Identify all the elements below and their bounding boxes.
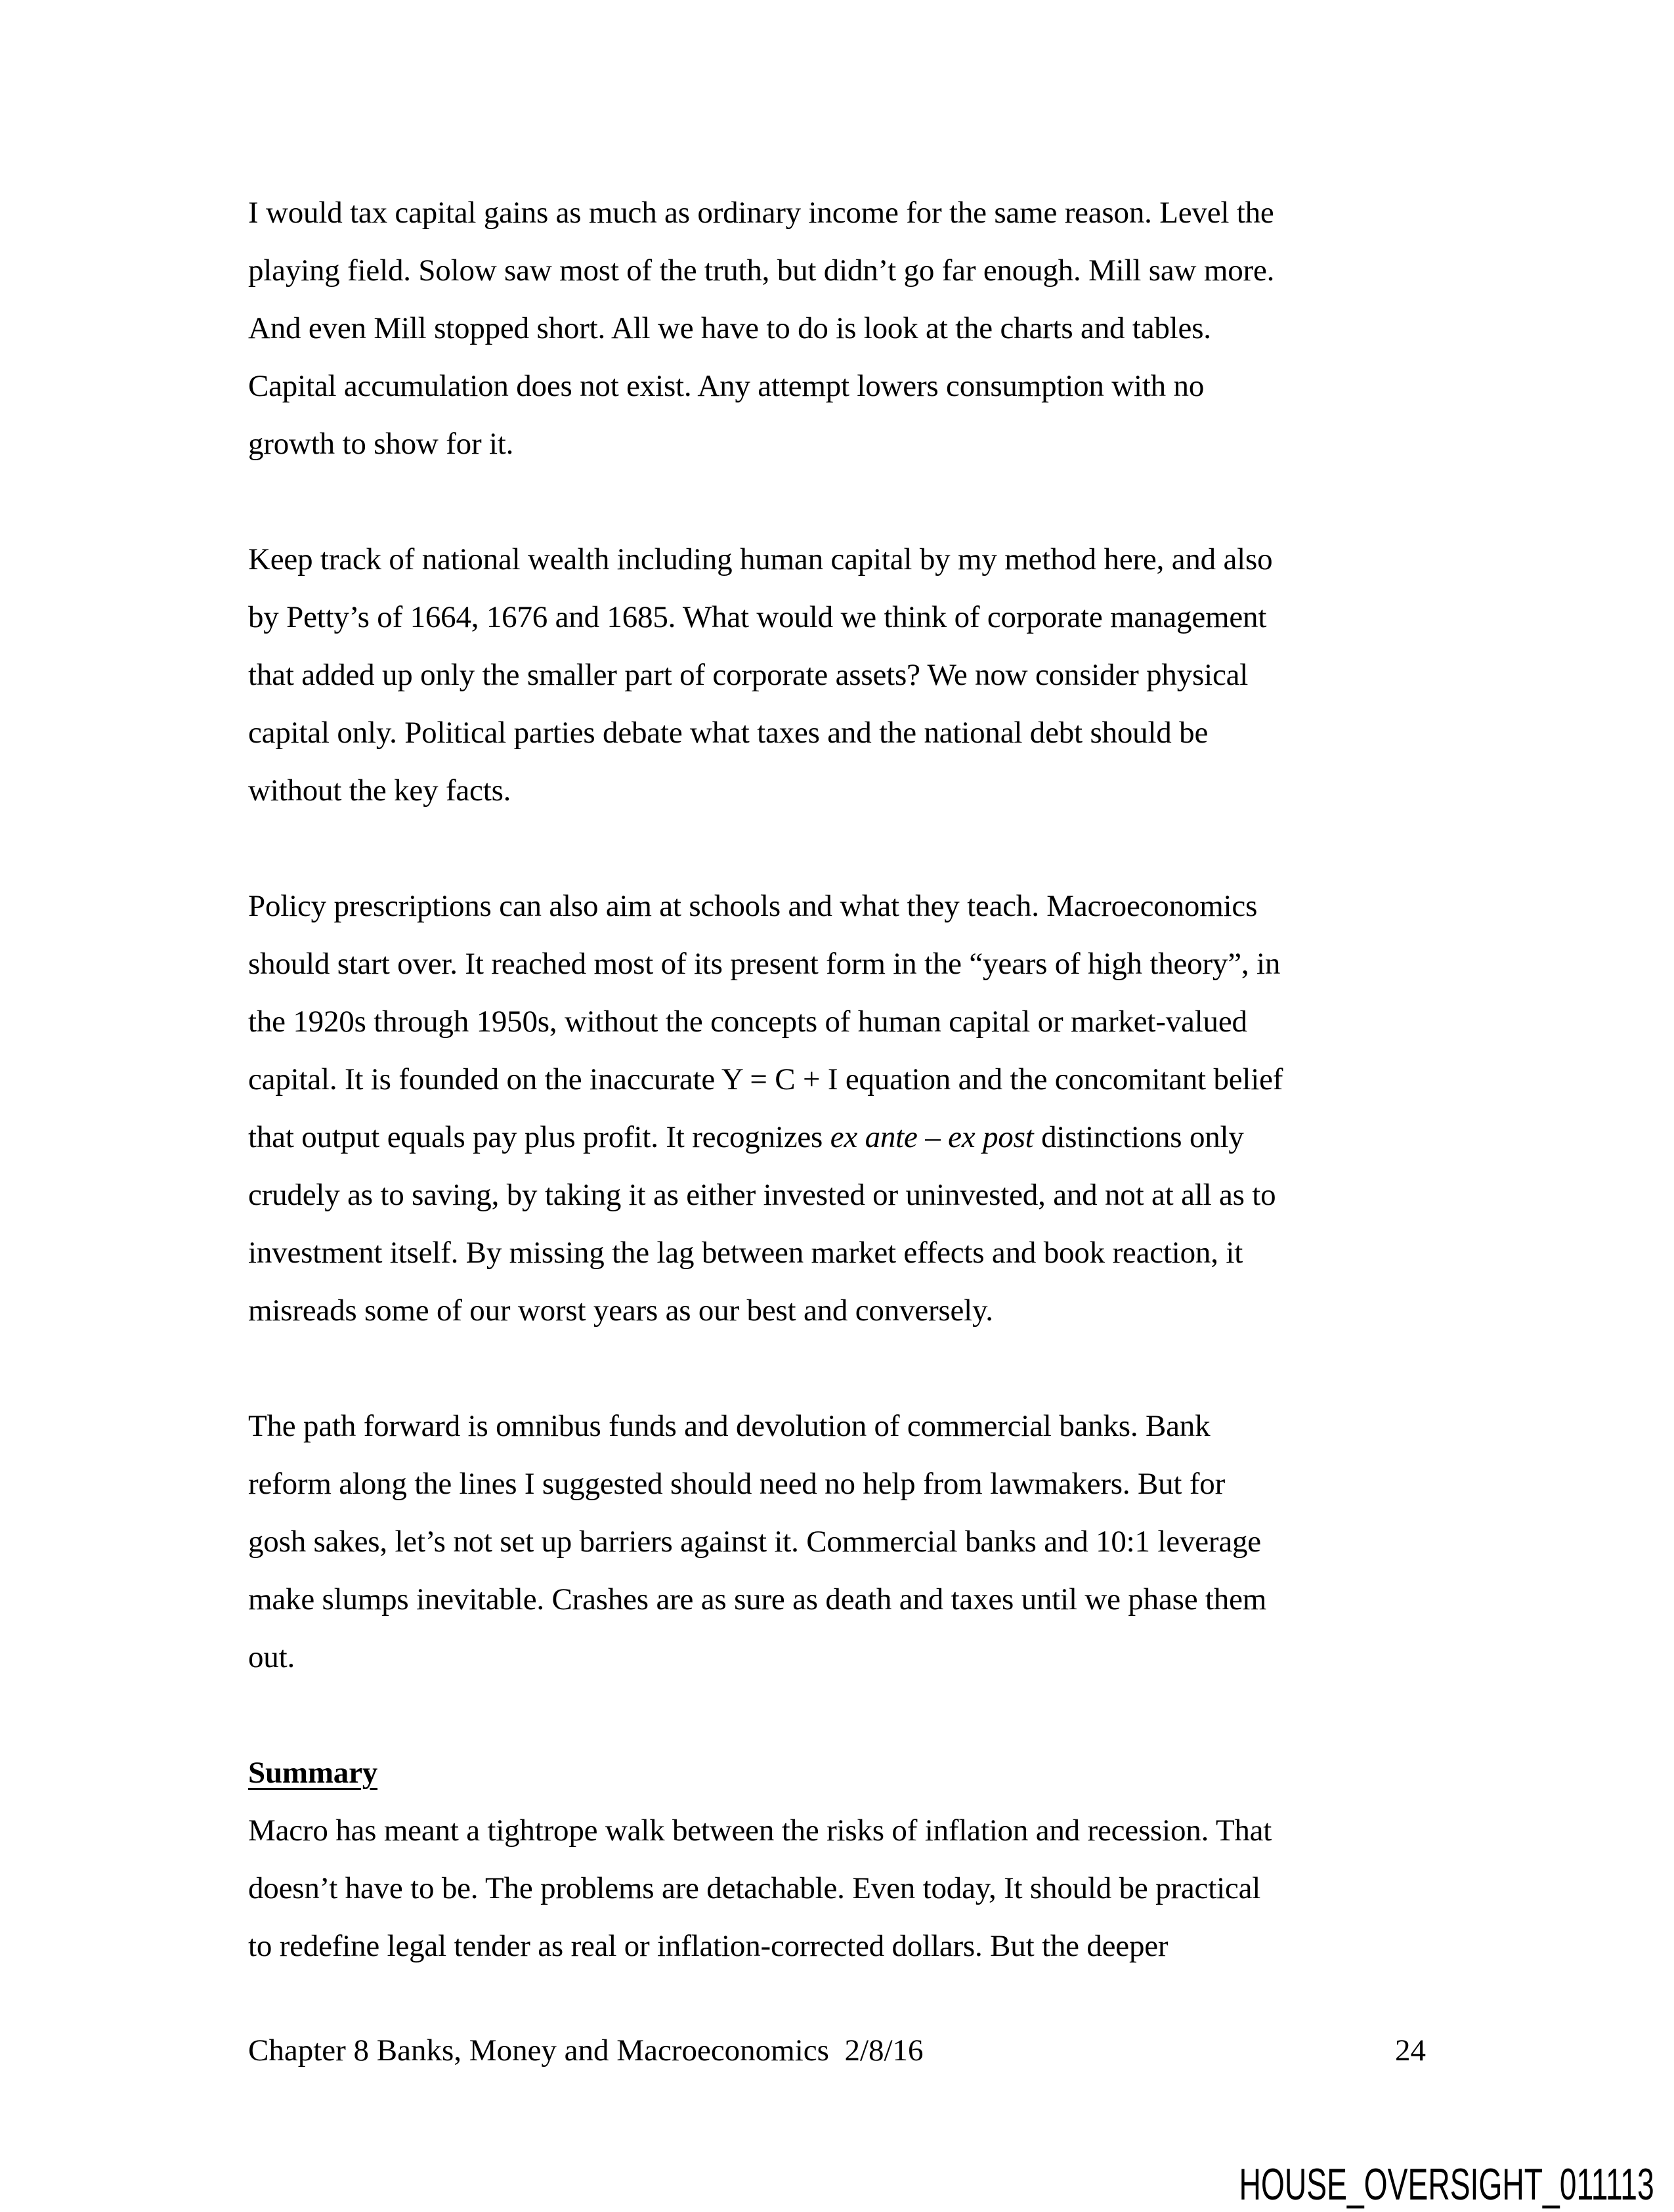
text-line: Policy prescriptions can also aim at schools and what they teach. Macroeconomics <box>248 889 1258 923</box>
paragraph-1 <box>248 184 1430 473</box>
paragraph-4 <box>248 1397 1430 1686</box>
text-segment: distinctions only <box>1033 1120 1244 1154</box>
text-line: reform along the lines I suggested should need no help from lawmakers. But for <box>248 1467 1226 1501</box>
text-line: to redefine legal tender as real or inflation-corrected dollars. But the deeper <box>248 1929 1169 1963</box>
text-line: Macro has meant a tightrope walk between the risks of inflation and recession. That <box>248 1813 1272 1848</box>
paragraph-2 <box>248 531 1430 819</box>
text-line: Capital accumulation does not exist. Any attempt lowers consumption with no <box>248 369 1205 403</box>
paragraph-3 <box>248 877 1430 1339</box>
text-line: doesn’t have to be. The problems are detachable. Even today, It should be practical <box>248 1871 1261 1905</box>
text-line: that added up only the smaller part of corporate assets? We now consider physical <box>248 658 1249 692</box>
bates-stamp: HOUSE_OVERSIGHT_011113 <box>1239 2159 1654 2209</box>
text-line: growth to show for it. <box>248 427 514 461</box>
text-line: capital. It is founded on the inaccurate Y = C + I equation and the concomitant belief <box>248 1062 1283 1096</box>
text-segment: that output equals pay plus profit. It recognizes <box>248 1120 830 1154</box>
text-line: investment itself. By missing the lag between market effects and book reaction, it <box>248 1236 1243 1270</box>
text-line: the 1920s through 1950s, without the concepts of human capital or market-valued <box>248 1005 1247 1039</box>
text-line: capital only. Political parties debate what taxes and the national debt should be <box>248 716 1209 750</box>
footer-chapter-label: Chapter 8 Banks, Money and Macroeconomics 2/8/16 <box>248 2033 924 2068</box>
text-line: playing field. Solow saw most of the truth, but didn’t go far enough. Mill saw more. <box>248 253 1275 288</box>
summary-heading <box>248 1744 1430 1802</box>
text-line: The path forward is omnibus funds and devolution of commercial banks. Bank <box>248 1409 1211 1443</box>
text-line: And even Mill stopped short. All we have to do is look at the charts and tables. <box>248 311 1211 345</box>
text-line: Keep track of national wealth including human capital by my method here, and also <box>248 542 1273 576</box>
italic-phrase: ex ante – ex post <box>830 1120 1034 1154</box>
text-line: should start over. It reached most of its present form in the “years of high theory”, in <box>248 947 1281 981</box>
summary-section <box>248 1744 1430 1975</box>
text-line: without the key facts. <box>248 773 511 808</box>
text-line: out. <box>248 1640 295 1674</box>
body-text <box>248 184 1430 1975</box>
page-footer <box>248 2034 1426 2067</box>
text-line: crudely as to saving, by taking it as either invested or uninvested, and not at all as to <box>248 1178 1276 1212</box>
text-line: misreads some of our worst years as our best and conversely. <box>248 1293 993 1328</box>
text-line <box>248 1108 1430 1166</box>
footer-page-number: 24 <box>1395 2033 1426 2068</box>
text-line: gosh sakes, let’s not set up barriers against it. Commercial banks and 10:1 leverage <box>248 1525 1261 1559</box>
text-line: I would tax capital gains as much as ordinary income for the same reason. Level the <box>248 196 1274 230</box>
text-line: make slumps inevitable. Crashes are as sure as death and taxes until we phase them <box>248 1582 1267 1616</box>
summary-heading-text: Summary <box>248 1756 378 1790</box>
text-line: by Petty’s of 1664, 1676 and 1685. What would we think of corporate management <box>248 600 1267 634</box>
